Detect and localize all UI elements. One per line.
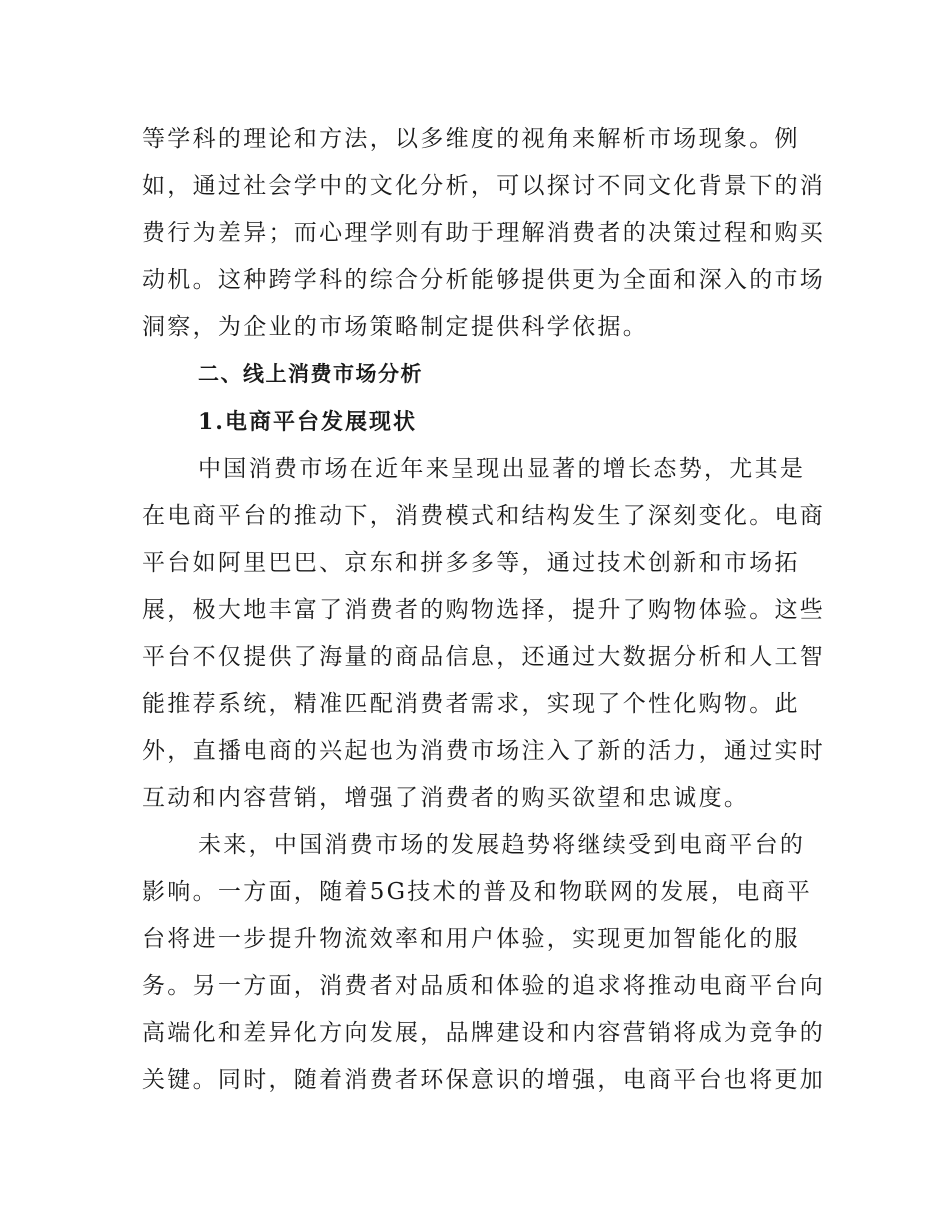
paragraph-line: 费行为差异；而心理学则有助于理解消费者的决策过程和购买 [142, 220, 826, 246]
paragraph-line: 务。另一方面，消费者对品质和体验的追求将推动电商平台向 [142, 973, 826, 999]
paragraph-line: 台将进一步提升物流效率和用户体验，实现更加智能化的服 [142, 926, 800, 952]
paragraph-line: 能推荐系统，精准匹配消费者需求，实现了个性化购物。此 [142, 691, 800, 717]
paragraph-line: 互动和内容营销，增强了消费者的购买欲望和忠诚度。 [142, 785, 750, 811]
subsection-heading: 1.电商平台发展现状 [198, 409, 417, 435]
paragraph-line: 平台如阿里巴巴、京东和拼多多等，通过技术创新和市场拓 [142, 550, 800, 576]
paragraph-line: 洞察，为企业的市场策略制定提供科学依据。 [142, 314, 648, 340]
paragraph-line: 关键。同时，随着消费者环保意识的增强，电商平台也将更加 [142, 1067, 826, 1093]
paragraph-line: 动机。这种跨学科的综合分析能够提供更为全面和深入的市场 [142, 267, 826, 293]
paragraph-line: 展，极大地丰富了消费者的购物选择，提升了购物体验。这些 [142, 597, 826, 623]
paragraph-line: 高端化和差异化方向发展，品牌建设和内容营销将成为竞争的 [142, 1020, 826, 1046]
paragraph-line: 等学科的理论和方法，以多维度的视角来解析市场现象。例 [142, 126, 800, 152]
paragraph-line: 外，直播电商的兴起也为消费市场注入了新的活力，通过实时 [142, 738, 826, 764]
paragraph-line: 未来，中国消费市场的发展趋势将继续受到电商平台的 [198, 832, 806, 858]
paragraph-line: 平台不仅提供了海量的商品信息，还通过大数据分析和人工智 [142, 644, 826, 670]
paragraph-line: 如，通过社会学中的文化分析，可以探讨不同文化背景下的消 [142, 173, 826, 199]
paragraph-line: 在电商平台的推动下，消费模式和结构发生了深刻变化。电商 [142, 503, 826, 529]
paragraph-line: 中国消费市场在近年来呈现出显著的增长态势，尤其是 [198, 456, 806, 482]
section-heading: 二、线上消费市场分析 [198, 362, 423, 386]
paragraph-line: 影响。一方面，随着5G技术的普及和物联网的发展，电商平 [142, 879, 813, 905]
